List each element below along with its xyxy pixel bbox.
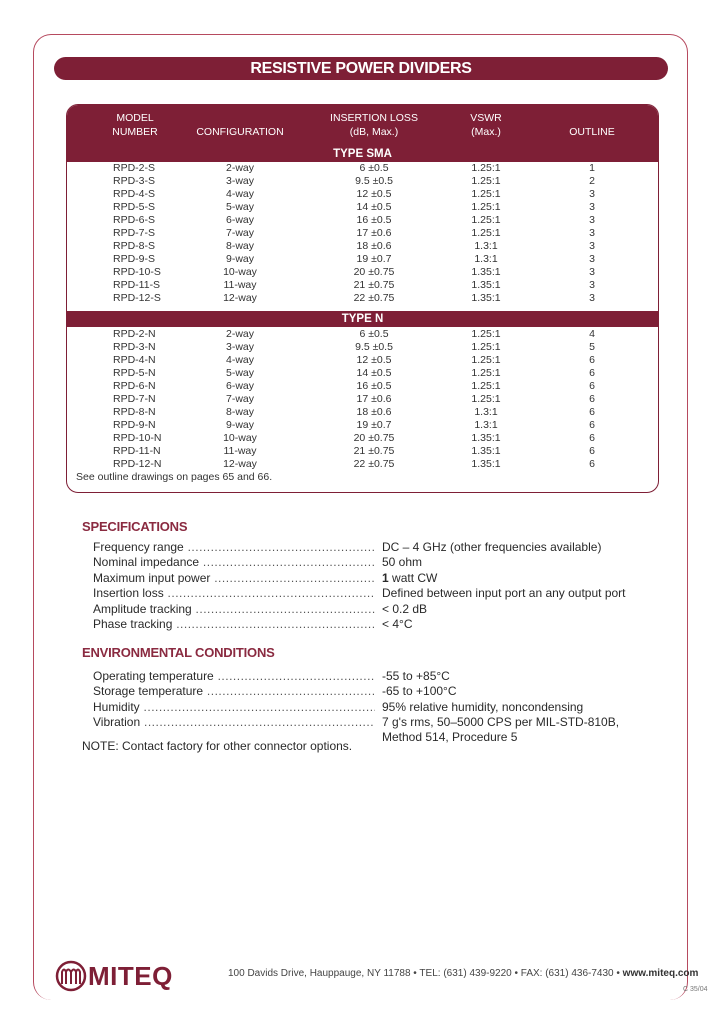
spec-value: < 4°C [382, 617, 413, 631]
spec-row [93, 700, 653, 715]
spec-label: Insertion loss ..... [93, 586, 375, 601]
cell-vswr: 1.25:1 [471, 227, 501, 239]
table-row [67, 432, 658, 445]
cell-model: RPD-10-N [113, 432, 162, 444]
cell-config: 9-way [225, 253, 254, 265]
cell-model: RPD-4-N [113, 354, 156, 366]
product-table [66, 104, 659, 493]
cell-config: 6-way [225, 380, 254, 392]
cell-model: RPD-4-S [113, 188, 156, 200]
cell-vswr: 1.35:1 [471, 266, 501, 278]
cell-config: 3-way [225, 341, 254, 353]
spec-row [93, 669, 653, 684]
cell-outline: 3 [589, 240, 595, 252]
cell-outline: 6 [589, 380, 595, 392]
cell-vswr: 1.35:1 [471, 445, 501, 457]
cell-outline: 6 [589, 458, 595, 470]
spec-label: Storage temperature ..... [93, 684, 375, 699]
cell-config: 4-way [225, 188, 254, 200]
cell-model: RPD-2-N [113, 328, 156, 340]
cell-outline: 3 [589, 292, 595, 304]
page-title: RESISTIVE POWER DIVIDERS [54, 57, 668, 80]
cell-outline: 3 [589, 266, 595, 278]
cell-config: 10-way [223, 266, 257, 278]
cell-loss: 19 ±0.7 [356, 253, 392, 265]
spec-row [93, 571, 653, 586]
table-row [67, 240, 658, 253]
table-row [67, 419, 658, 432]
spec-row [93, 617, 653, 632]
cell-config: 8-way [225, 406, 254, 418]
table-row [67, 266, 658, 279]
cell-outline: 6 [589, 393, 595, 405]
cell-outline: 3 [589, 201, 595, 213]
cell-model: RPD-9-S [113, 253, 156, 265]
cell-model: RPD-5-S [113, 201, 156, 213]
spec-row [93, 555, 653, 570]
table-row [67, 328, 658, 341]
table-row [67, 292, 658, 305]
cell-config: 12-way [223, 458, 257, 470]
cell-vswr: 1.25:1 [471, 367, 501, 379]
cell-vswr: 1.25:1 [471, 380, 501, 392]
environmental-heading: ENVIRONMENTAL CONDITIONS [82, 645, 275, 660]
cell-vswr: 1.25:1 [471, 162, 501, 174]
cell-config: 11-way [223, 279, 257, 291]
cell-vswr: 1.3:1 [474, 406, 498, 418]
cell-vswr: 1.3:1 [474, 253, 498, 265]
table-row [67, 406, 658, 419]
table-row [67, 201, 658, 214]
cell-loss: 14 ±0.5 [356, 201, 392, 213]
specifications-heading: SPECIFICATIONS [82, 519, 188, 534]
table-row [67, 354, 658, 367]
table-row [67, 162, 658, 175]
cell-vswr: 1.25:1 [471, 201, 501, 213]
cell-model: RPD-6-N [113, 380, 156, 392]
cell-loss: 19 ±0.7 [356, 419, 392, 431]
spec-row [93, 684, 653, 699]
cell-loss: 6 ±0.5 [359, 162, 389, 174]
spec-value: Defined between input port an any output port [382, 586, 626, 601]
spec-value: < 0.2 dB [382, 601, 428, 616]
cell-outline: 1 [589, 162, 595, 174]
spec-label: Operating temperature ..... [93, 669, 375, 684]
col-config-header: CONFIGURATION [196, 126, 284, 138]
cell-config: 10-way [223, 432, 257, 444]
spec-label: Nominal impedance ..... [93, 555, 375, 570]
cell-outline: 4 [589, 328, 595, 340]
cell-outline: 3 [589, 253, 595, 265]
table-row [67, 175, 658, 188]
table-row [67, 188, 658, 201]
table-row [67, 341, 658, 354]
table-row [67, 458, 658, 471]
cell-loss: 12 ±0.5 [356, 354, 392, 366]
spec-value: 7 g's rms, 50–5000 CPS per MIL-STD-810B, [382, 715, 620, 730]
cell-vswr: 1.25:1 [471, 354, 501, 366]
spec-label: Phase tracking ..... [93, 617, 375, 632]
cell-vswr: 1.25:1 [471, 188, 501, 200]
col-loss-header: INSERTION LOSS (dB, Max.) [330, 112, 418, 138]
cell-config: 5-way [225, 201, 254, 213]
cell-model: RPD-11-N [113, 445, 161, 457]
cell-model: RPD-12-S [113, 292, 161, 304]
cell-loss: 9.5 ±0.5 [355, 341, 393, 353]
cell-model: RPD-3-S [113, 175, 156, 187]
cell-outline: 3 [589, 188, 595, 200]
cell-model: RPD-7-N [113, 393, 156, 405]
cell-loss: 16 ±0.5 [356, 380, 392, 392]
table-row [67, 253, 658, 266]
cell-loss: 6 ±0.5 [359, 328, 389, 340]
cell-vswr: 1.3:1 [474, 240, 498, 252]
cell-vswr: 1.35:1 [471, 432, 501, 444]
cell-vswr: 1.25:1 [471, 214, 501, 226]
cell-config: 7-way [225, 227, 254, 239]
spec-label: Humidity ..... [93, 700, 375, 715]
cell-model: RPD-3-N [113, 341, 156, 353]
spec-value-rest: watt CW [388, 570, 438, 585]
table-row [67, 367, 658, 380]
cell-model: RPD-8-S [113, 240, 156, 252]
table-row [67, 279, 658, 292]
spec-label: Frequency range ..... [93, 540, 375, 555]
table-row [67, 227, 658, 240]
footer-web-link[interactable]: www.miteq.com [622, 968, 699, 979]
cell-vswr: 1.35:1 [471, 279, 501, 291]
cell-loss: 12 ±0.5 [356, 188, 392, 200]
cell-loss: 17 ±0.6 [356, 393, 392, 405]
spec-row [93, 715, 653, 745]
section-type-sma: TYPE SMA [67, 146, 658, 162]
spec-value: 95% relative humidity, noncondensing [382, 699, 584, 714]
cell-outline: 6 [589, 354, 595, 366]
cell-vswr: 1.25:1 [471, 393, 501, 405]
cell-vswr: 1.35:1 [471, 292, 501, 304]
cell-model: RPD-9-N [113, 419, 156, 431]
cell-model: RPD-8-N [113, 406, 156, 418]
spec-value: -55 to +85°C [382, 669, 450, 683]
spec-value-bold: 1 [382, 570, 389, 585]
spec-label: Amplitude tracking ..... [93, 602, 375, 617]
col-outline-header: OUTLINE [569, 126, 615, 138]
spec-value: -65 to +100°C [382, 684, 457, 699]
cell-outline: 5 [589, 341, 595, 353]
table-header [67, 105, 658, 147]
spec-row [93, 602, 653, 617]
cell-outline: 6 [589, 432, 595, 444]
spec-value: DC – 4 GHz (other frequencies available) [382, 540, 602, 554]
footer-fax: FAX: (631) 436-7430 [520, 968, 614, 979]
footer-contact: 100 Davids Drive, Hauppauge, NY 11788 • TEL: (631) 439-9220 • FAX: (631) 436-7430 • www.miteq.com [228, 968, 699, 979]
cell-vswr: 1.25:1 [471, 175, 501, 187]
cell-model: RPD-12-N [113, 458, 162, 470]
col-model-header: MODEL NUMBER [112, 112, 158, 138]
cell-config: 8-way [225, 240, 254, 252]
spec-row [93, 586, 653, 601]
spec-label: Vibration ..... [93, 715, 375, 730]
footer-address-text: 100 Davids Drive, Hauppauge, NY 11788 [228, 968, 411, 979]
cell-model: RPD-5-N [113, 367, 156, 379]
cell-outline: 3 [589, 279, 595, 291]
cell-model: RPD-6-S [113, 214, 156, 226]
cell-config: 2-way [225, 328, 254, 340]
table-note: See outline drawings on pages 65 and 66. [76, 471, 273, 483]
cell-outline: 2 [589, 175, 595, 187]
cell-config: 11-way [223, 445, 257, 457]
cell-vswr: 1.35:1 [471, 458, 501, 470]
cell-model: RPD-2-S [113, 162, 156, 174]
cell-config: 2-way [225, 162, 254, 174]
cell-outline: 3 [589, 214, 595, 226]
cell-loss: 14 ±0.5 [356, 367, 392, 379]
cell-loss: 18 ±0.6 [356, 406, 392, 418]
cell-vswr: 1.25:1 [471, 328, 501, 340]
cell-model: RPD-11-S [113, 279, 161, 291]
cell-config: 5-way [225, 367, 254, 379]
spec-row [93, 540, 653, 555]
cell-config: 3-way [225, 175, 254, 187]
cell-config: 4-way [225, 354, 254, 366]
cell-model: RPD-10-S [113, 266, 161, 278]
cell-loss: 21 ±0.75 [353, 279, 395, 291]
spec-label: Maximum input power ..... [93, 571, 375, 586]
cell-config: 7-way [225, 393, 254, 405]
table-row [67, 445, 658, 458]
cell-config: 6-way [225, 214, 254, 226]
cell-outline: 6 [589, 406, 595, 418]
cell-loss: 20 ±0.75 [353, 432, 395, 444]
cell-vswr: 1.25:1 [471, 341, 501, 353]
cell-outline: 6 [589, 419, 595, 431]
miteq-logo [55, 958, 185, 998]
cell-loss: 21 ±0.75 [353, 445, 395, 457]
footer-tel: TEL: (631) 439-9220 [419, 968, 512, 979]
connector-note: NOTE: Contact factory for other connector options. [82, 739, 353, 753]
col-vswr-header: VSWR (Max.) [470, 112, 502, 138]
page-reference: C 35/04 [683, 986, 708, 993]
table-row [67, 214, 658, 227]
cell-loss: 9.5 ±0.5 [355, 175, 393, 187]
cell-loss: 18 ±0.6 [356, 240, 392, 252]
spec-value: 50 ohm [382, 555, 423, 570]
table-row [67, 380, 658, 393]
table-row [67, 393, 658, 406]
spec-value [382, 571, 437, 586]
miteq-logo-icon [55, 958, 89, 998]
cell-model: RPD-7-S [113, 227, 156, 239]
cell-loss: 20 ±0.75 [353, 266, 395, 278]
cell-config: 12-way [223, 292, 257, 304]
cell-config: 9-way [225, 419, 254, 431]
logo-wordmark: MITEQ [88, 961, 173, 991]
cell-vswr: 1.3:1 [474, 419, 498, 431]
cell-outline: 3 [589, 227, 595, 239]
section-type-n: TYPE N [67, 311, 658, 327]
cell-loss: 22 ±0.75 [353, 458, 395, 470]
spec-value-continued: Method 514, Procedure 5 [382, 730, 518, 745]
cell-loss: 22 ±0.75 [353, 292, 395, 304]
cell-outline: 6 [589, 445, 595, 457]
cell-loss: 16 ±0.5 [356, 214, 392, 226]
cell-loss: 17 ±0.6 [356, 227, 392, 239]
cell-outline: 6 [589, 367, 595, 379]
